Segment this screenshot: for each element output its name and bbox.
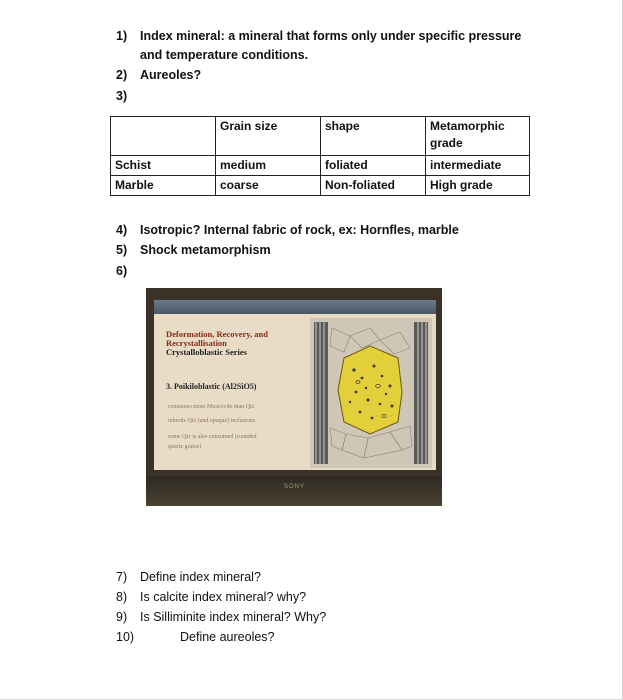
question-7 xyxy=(116,570,261,584)
slide-note: quartz grains) xyxy=(168,444,202,450)
monitor-photo xyxy=(146,288,442,506)
question-7-number: 7) xyxy=(116,570,128,584)
question-10-number: 10) xyxy=(116,630,135,644)
table-cell: intermediate xyxy=(426,156,530,176)
question-4 xyxy=(116,223,459,237)
question-1-continued xyxy=(140,48,308,62)
monitor-screen xyxy=(154,300,436,470)
table-cell: coarse xyxy=(216,176,321,196)
table-cell: Non-foliated xyxy=(321,176,426,196)
thin-section-sketch xyxy=(310,318,432,468)
table-cell: High grade xyxy=(426,176,530,196)
table-header-row xyxy=(111,117,530,156)
question-2-number: 2) xyxy=(116,68,128,82)
question-9-number: 9) xyxy=(116,610,128,624)
question-8-text: Is calcite index mineral? why? xyxy=(140,590,307,604)
monitor-brand-logo: SONY xyxy=(284,484,306,490)
table-header-cell xyxy=(111,117,216,156)
question-10-text: Define aureoles? xyxy=(180,630,275,644)
question-5-text: Shock metamorphism xyxy=(140,243,271,257)
question-1-line-2: and temperature conditions. xyxy=(140,48,309,62)
table-row xyxy=(111,176,530,196)
monitor-bezel xyxy=(146,476,442,506)
question-4-number: 4) xyxy=(116,223,128,237)
question-5 xyxy=(116,243,271,257)
table-header-cell: Grain size xyxy=(216,117,321,156)
slide-subtitle: 3. Poikiloblastic (Al2SiO5) xyxy=(166,382,257,391)
question-4-text: Isotropic? Internal fabric of rock, ex: Hornfles, marble xyxy=(140,223,459,237)
slide-title-line: Deformation, Recovery, and xyxy=(166,329,268,339)
table-cell: foliated xyxy=(321,156,426,176)
question-6 xyxy=(116,264,140,278)
question-9-text: Is Silliminite index mineral? Why? xyxy=(140,610,327,624)
question-1 xyxy=(116,29,521,43)
table-row xyxy=(111,156,530,176)
question-1-line-1: Index mineral: a mineral that forms only under specific pressure xyxy=(140,29,522,43)
question-10 xyxy=(116,630,275,644)
question-3 xyxy=(116,89,140,103)
slide-note: some Qtz is also consumed (rounded xyxy=(168,434,257,440)
browser-toolbar xyxy=(154,300,436,314)
question-7-text: Define index mineral? xyxy=(140,570,261,584)
slide-title xyxy=(166,330,296,357)
table-cell: Schist xyxy=(111,156,216,176)
slide-note: inherits Qtz (and opaque) inclusions xyxy=(168,418,255,424)
table-header-cell: Metamorphic grade xyxy=(426,117,530,156)
rock-comparison-table xyxy=(110,116,530,196)
question-9 xyxy=(116,610,326,624)
question-2 xyxy=(116,68,201,82)
slide-note: consumes more Muscovite than Qtz xyxy=(168,404,255,410)
question-8 xyxy=(116,590,306,604)
question-1-number: 1) xyxy=(116,29,128,43)
poikiloblastic-diagram xyxy=(310,318,432,468)
question-6-number: 6) xyxy=(116,264,128,278)
question-3-number: 3) xyxy=(116,89,128,103)
slide-title-line: Crystalloblastic Series xyxy=(166,347,247,357)
question-2-text: Aureoles? xyxy=(140,68,202,82)
table-cell: medium xyxy=(216,156,321,176)
question-5-number: 5) xyxy=(116,243,128,257)
slide-title-line: Recrystallisation xyxy=(166,338,227,348)
table-header-cell: shape xyxy=(321,117,426,156)
question-8-number: 8) xyxy=(116,590,128,604)
table-cell: Marble xyxy=(111,176,216,196)
